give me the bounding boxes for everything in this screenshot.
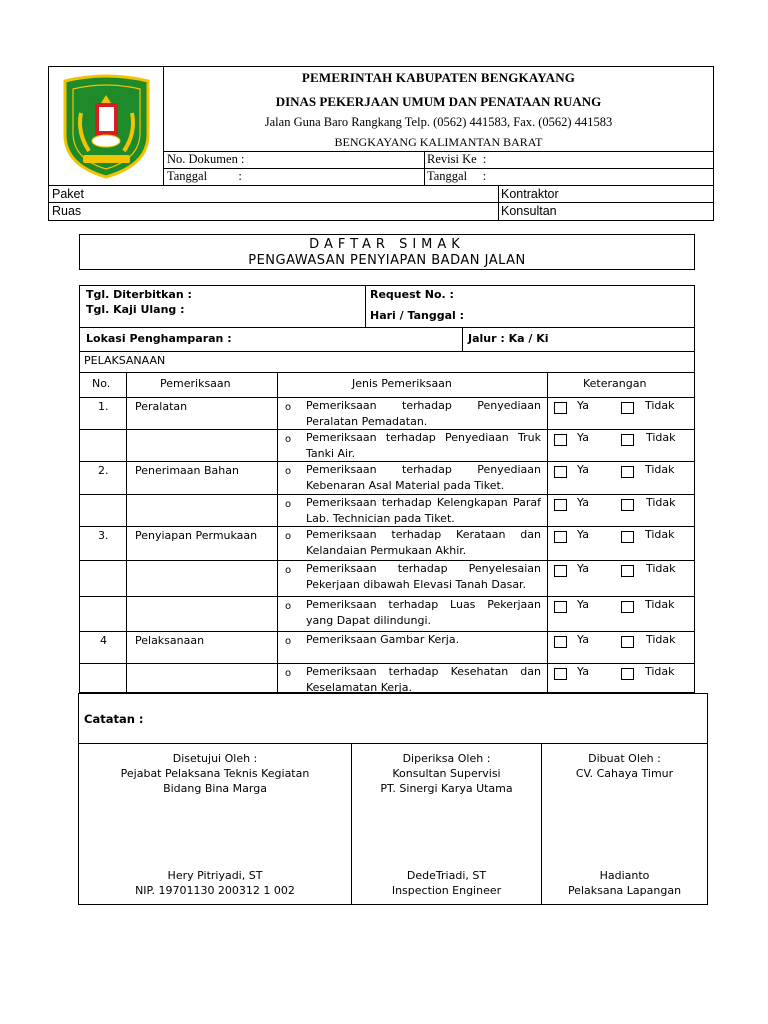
row-description: Pemeriksaan Gambar Kerja.	[306, 633, 460, 646]
tanggal-left-label: Tanggal :	[167, 169, 242, 183]
request-no-label: Request No. :	[370, 288, 454, 301]
divider	[80, 351, 694, 352]
kontraktor-label: Kontraktor	[501, 187, 559, 201]
logo-cell	[49, 67, 164, 185]
approver-signoff	[79, 868, 351, 898]
maker-role: Dibuat Oleh :	[588, 752, 661, 765]
jalur-label: Jalur : Ka / Ki	[468, 332, 549, 345]
pelaksanaan-label: PELAKSANAAN	[84, 354, 166, 367]
row-description: Pemeriksaan terhadap Luas Pekerjaan yang Dapat dilindungi.	[306, 598, 541, 627]
bengkayang-emblem-icon	[59, 73, 154, 179]
maker-position: Pelaksana Lapangan	[567, 884, 682, 897]
divider	[80, 596, 277, 597]
tidak-label: Tidak	[645, 463, 675, 476]
row-number: 4	[100, 634, 107, 647]
col-keterangan: Keterangan	[583, 377, 647, 390]
approver-title: Pejabat Pelaksana Teknis Kegiatan	[120, 767, 310, 780]
org-address: Jalan Guna Baro Rangkang Telp. (0562) 441583, Fax. (0562) 441583	[264, 115, 613, 129]
divider	[547, 372, 548, 694]
checkbox-tidak[interactable]	[621, 434, 634, 446]
bullet-icon: o	[285, 601, 292, 612]
divider	[424, 151, 425, 185]
tanggal-right-label: Tanggal :	[427, 169, 487, 183]
approver-role: Disetujui Oleh :	[172, 752, 258, 765]
checkbox-tidak[interactable]	[621, 499, 634, 511]
checkbox-ya[interactable]	[554, 402, 567, 414]
ya-label: Ya	[577, 598, 589, 611]
divider	[365, 286, 366, 327]
checkbox-ya[interactable]	[554, 434, 567, 446]
row-description: Pemeriksaan terhadap Kelengkapan Paraf Lab. Technician pada Tiket.	[306, 496, 541, 525]
divider	[79, 743, 707, 744]
divider	[462, 327, 463, 351]
checkbox-ya[interactable]	[554, 499, 567, 511]
bullet-icon: o	[285, 402, 292, 413]
ya-label: Ya	[577, 665, 589, 678]
bullet-icon: o	[285, 531, 292, 542]
document-title	[79, 234, 695, 270]
row-item: Penyiapan Permukaan	[135, 529, 258, 542]
row-description: Pemeriksaan terhadap Kerataan dan Kelandaian Permukaan Akhir.	[306, 528, 541, 557]
checkbox-tidak[interactable]	[621, 531, 634, 543]
checkbox-ya[interactable]	[554, 565, 567, 577]
row-description: Pemeriksaan terhadap Kesehatan dan Keselamatan Kerja.	[306, 665, 541, 694]
ya-label: Ya	[577, 431, 589, 444]
divider	[49, 202, 713, 203]
org-location: BENGKAYANG KALIMANTAN BARAT	[334, 135, 543, 149]
checkbox-tidak[interactable]	[621, 466, 634, 478]
divider	[80, 327, 694, 328]
catatan-label: Catatan :	[84, 712, 144, 726]
ruas-label: Ruas	[52, 204, 82, 218]
checker-name: DedeTriadi, ST	[406, 869, 487, 882]
title-line-1: DAFTAR SIMAK	[309, 237, 465, 252]
col-pemeriksaan: Pemeriksaan	[160, 377, 231, 390]
checkbox-ya[interactable]	[554, 636, 567, 648]
row-description: Pemeriksaan terhadap Penyediaan Kebenaran Asal Material pada Tiket.	[306, 463, 541, 492]
divider	[80, 560, 277, 561]
checkbox-ya[interactable]	[554, 668, 567, 680]
row-item: Penerimaan Bahan	[135, 464, 239, 477]
signature-checker	[352, 751, 541, 796]
checker-role: Diperiksa Oleh :	[402, 752, 491, 765]
approver-division: Bidang Bina Marga	[163, 782, 267, 795]
tidak-label: Tidak	[646, 633, 676, 646]
row-description: Pemeriksaan terhadap Penyediaan Peralatan Pemadatan.	[306, 399, 541, 428]
divider	[80, 663, 277, 664]
divider	[80, 429, 277, 430]
divider	[498, 185, 499, 220]
checkbox-tidak[interactable]	[621, 601, 634, 613]
divider	[80, 494, 277, 495]
org-line-1: PEMERINTAH KABUPATEN BENGKAYANG	[301, 70, 576, 85]
org-line-2: DINAS PEKERJAAN UMUM DAN PENATAAN RUANG	[275, 94, 602, 109]
bullet-icon: o	[285, 499, 292, 510]
bullet-icon: o	[285, 565, 292, 576]
checkbox-ya[interactable]	[554, 531, 567, 543]
checkbox-tidak[interactable]	[621, 402, 634, 414]
approver-name: Hery Pitriyadi, ST	[167, 869, 263, 882]
signature-maker	[542, 751, 707, 781]
divider	[126, 372, 127, 694]
bullet-icon: o	[285, 434, 292, 445]
signature-section	[78, 693, 708, 905]
revisi-label: Revisi Ke :	[427, 152, 487, 166]
ya-label: Ya	[577, 562, 589, 575]
document-header	[48, 66, 714, 221]
organization-block	[164, 67, 713, 151]
signature-approver	[79, 751, 351, 796]
bullet-icon: o	[285, 466, 292, 477]
checker-position: Inspection Engineer	[391, 884, 502, 897]
checkbox-tidak[interactable]	[621, 565, 634, 577]
divider	[277, 372, 278, 694]
ya-label: Ya	[577, 633, 589, 646]
no-dokumen-label: No. Dokumen :	[167, 152, 245, 166]
checkbox-ya[interactable]	[554, 601, 567, 613]
checker-company: PT. Sinergi Karya Utama	[380, 782, 513, 795]
paket-label: Paket	[52, 187, 84, 201]
approver-nip: NIP. 19701130 200312 1 002	[135, 884, 295, 897]
konsultan-label: Konsultan	[501, 204, 557, 218]
checklist-table	[79, 285, 695, 693]
tidak-label: Tidak	[645, 598, 675, 611]
row-description: Pemeriksaan terhadap Penyelesaian Pekerjaan dibawah Elevasi Tanah Dasar.	[306, 562, 541, 591]
tidak-label: Tidak	[645, 399, 675, 412]
maker-signoff	[542, 868, 707, 898]
tgl-kaji-ulang-label: Tgl. Kaji Ulang :	[86, 303, 185, 316]
tidak-label: Tidak	[645, 665, 675, 678]
lokasi-label: Lokasi Penghamparan :	[86, 332, 232, 345]
checkbox-tidak[interactable]	[621, 636, 634, 648]
ya-label: Ya	[577, 496, 589, 509]
ya-label: Ya	[577, 463, 589, 476]
maker-company: CV. Cahaya Timur	[575, 767, 674, 780]
col-jenis: Jenis Pemeriksaan	[352, 377, 452, 390]
checker-signoff	[352, 868, 541, 898]
tidak-label: Tidak	[646, 562, 676, 575]
row-number: 1.	[98, 400, 109, 413]
hari-tanggal-label: Hari / Tanggal :	[370, 309, 465, 322]
row-description: Pemeriksaan terhadap Penyediaan Truk Tanki Air.	[306, 431, 541, 460]
tidak-label: Tidak	[646, 431, 676, 444]
ya-label: Ya	[577, 528, 589, 541]
checkbox-ya[interactable]	[554, 466, 567, 478]
bullet-icon: o	[285, 668, 292, 679]
tidak-label: Tidak	[645, 528, 675, 541]
ya-label: Ya	[577, 399, 589, 412]
divider	[80, 372, 694, 373]
checker-title: Konsultan Supervisi	[392, 767, 501, 780]
divider	[49, 185, 713, 186]
row-item: Peralatan	[135, 400, 188, 413]
row-number: 3.	[98, 529, 109, 542]
title-line-2: PENGAWASAN PENYIAPAN BADAN JALAN	[248, 253, 526, 268]
row-number: 2.	[98, 464, 109, 477]
col-no: No.	[92, 377, 111, 390]
maker-name: Hadianto	[599, 869, 650, 882]
checkbox-tidak[interactable]	[621, 668, 634, 680]
tgl-diterbitkan-label: Tgl. Diterbitkan :	[86, 288, 192, 301]
tidak-label: Tidak	[646, 496, 676, 509]
bullet-icon: o	[285, 636, 292, 647]
row-item: Pelaksanaan	[135, 634, 205, 647]
